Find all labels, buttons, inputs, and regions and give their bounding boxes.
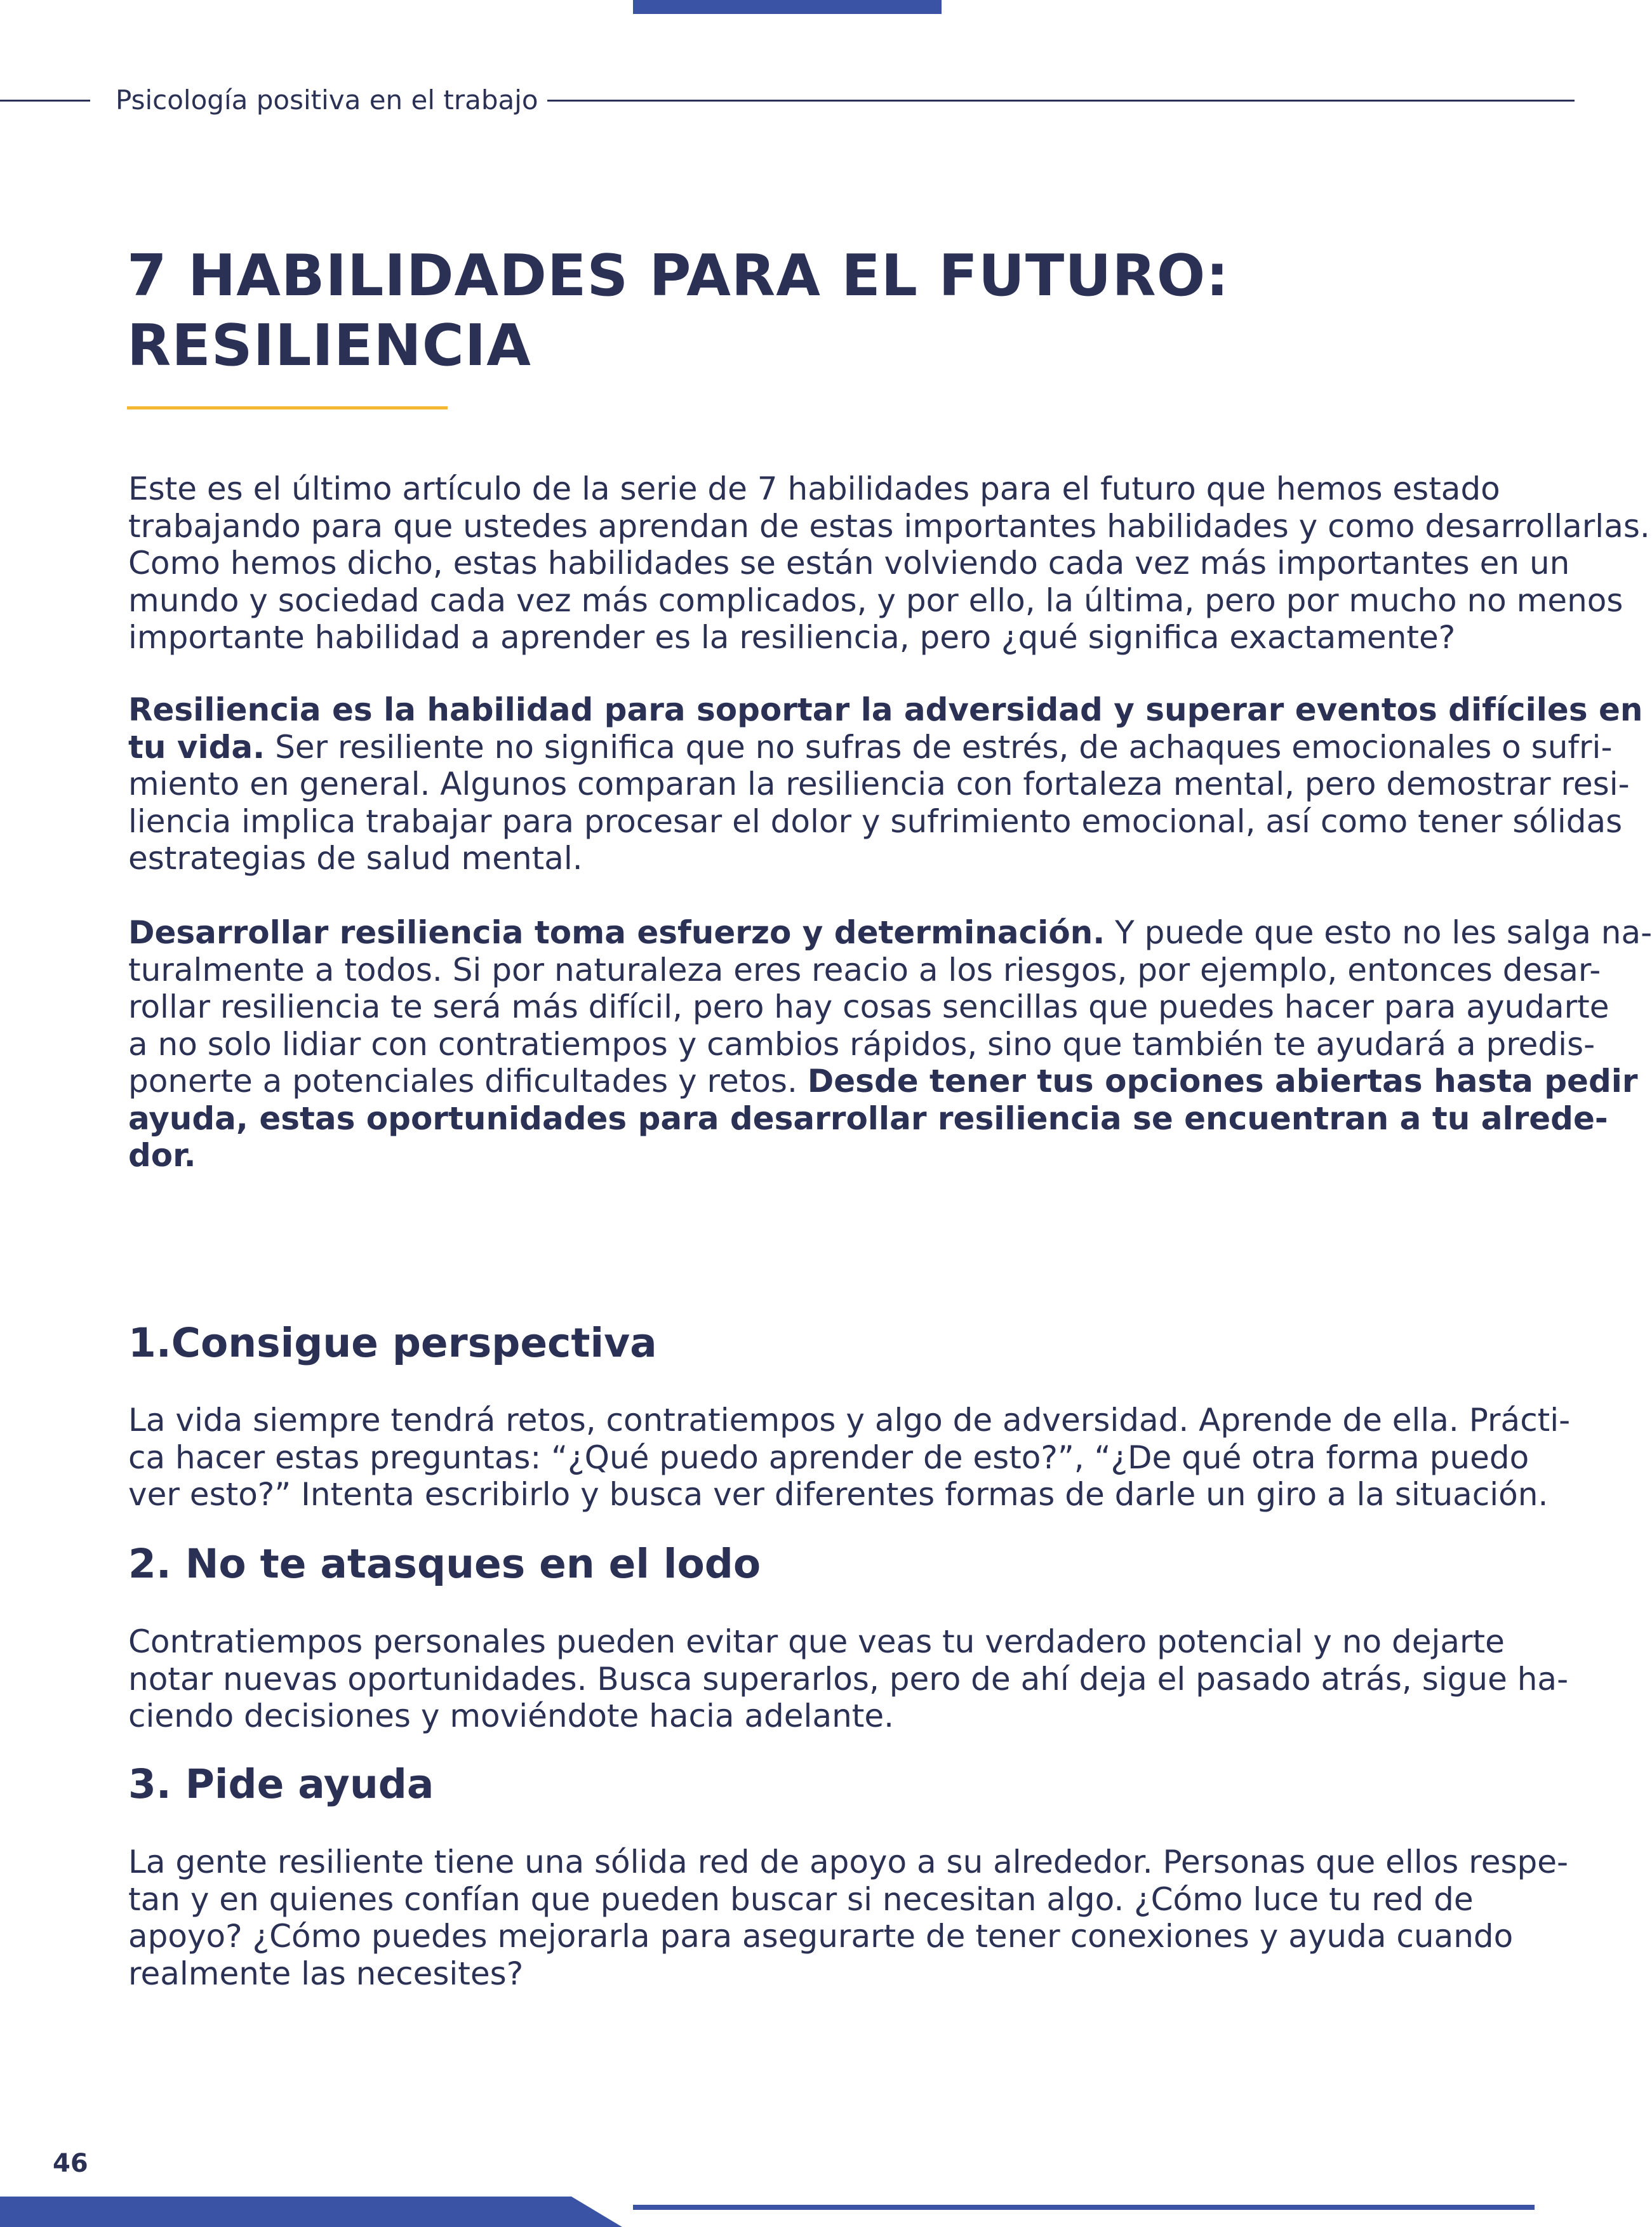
title-underline [127,406,448,409]
bold-text: Desde tener tus opciones abiertas hasta pedir [807,1063,1638,1100]
develop-resilience-paragraph [128,914,1652,1174]
text-line: Este es el último artículo de la serie de 7 habilidades para el futuro que hemos estado [128,470,1500,507]
bold-text: Desarrollar resiliencia toma esfuerzo y determinación. [128,914,1105,951]
text-line: estrategias de salud mental. [128,840,583,877]
text-line: ciendo decisiones y moviéndote hacia adelante. [128,1698,895,1734]
text-line [128,691,1643,729]
text-line [128,1137,1497,1174]
text-line: importante habilidad a aprender es la resiliencia, pero ¿qué significa exactamente? [128,619,1456,656]
text-line: ver esto?” Intenta escribirlo y busca ver diferentes formas de darle un giro a la situación. [128,1476,1549,1513]
text-line: Contratiempos personales pueden evitar que veas tu verdadero potencial y no dejarte [128,1623,1505,1660]
text-line: La gente resiliente tiene una sólida red de apoyo a su alrededor. Personas que ellos respe- [128,1844,1569,1880]
header-rule-right [547,100,1575,102]
section-1-body [128,1402,1571,1513]
text-line [128,1063,1638,1100]
bold-text: Resiliencia es la habilidad para soportar la adversidad y superar eventos difíciles en [128,691,1643,728]
text-line: a no solo lidiar con contratiempos y cambios rápidos, sino que también te ayudará a predis- [128,1025,1595,1063]
section-3-body [128,1844,1569,1992]
bold-text: ayuda, estas oportunidades para desarrollar resiliencia se encuentran a tu alrede- [128,1100,1608,1137]
resilience-definition-paragraph [128,691,1643,877]
text-line: ca hacer estas preguntas: “¿Qué puedo aprender de esto?”, “¿De qué otra forma puedo [128,1439,1529,1476]
page-title [127,241,1229,381]
intro-paragraph [128,470,1650,656]
footer-rule [633,2205,1535,2210]
text-line: mundo y sociedad cada vez más complicados, y por ello, la última, pero por mucho no menos [128,582,1623,619]
section-2-body [128,1623,1569,1735]
body-text: Ser resiliente no significa que no sufras de estrés, de achaques emocionales o sufri- [265,728,1613,766]
bold-text: dor. [128,1137,196,1174]
text-line [128,728,1613,766]
text-line [128,1100,1608,1138]
section-heading-2: 2. No te atasques en el lodo [128,1541,761,1587]
text-line: trabajando para que ustedes aprendan de estas importantes habilidades y como desarrollarlas. [128,507,1650,545]
page-title-line-2: RESILIENCIA [127,312,531,379]
footer-band [0,2197,622,2227]
text-line: apoyo? ¿Cómo puedes mejorarla para asegurarte de tener conexiones y ayuda cuando [128,1918,1514,1955]
top-accent-bar [633,0,942,14]
body-text: ponerte a potenciales dificultades y retos. [128,1063,808,1100]
page-number: 46 [53,2149,88,2178]
text-line: turalmente a todos. Si por naturaleza eres reacio a los riesgos, por ejemplo, entonces desar- [128,951,1601,988]
text-line: tan y en quienes confían que pueden buscar si necesitan algo. ¿Cómo luce tu red de [128,1880,1474,1918]
section-heading-3: 3. Pide ayuda [128,1761,434,1807]
text-line [128,914,1652,952]
section-heading-1: 1.Consigue perspectiva [128,1320,657,1366]
text-line: realmente las necesites? [128,1955,524,1992]
text-line: liencia implica trabajar para procesar el dolor y sufrimiento emocional, así como tener sólidas [128,802,1623,840]
text-line: miento en general. Algunos comparan la resiliencia con fortaleza mental, pero demostrar resi- [128,766,1630,802]
text-line: rollar resiliencia te será más difícil, pero hay cosas sencillas que puedes hacer para ayudarte [128,988,1609,1025]
body-text: Y puede que esto no les salga na- [1105,914,1652,951]
text-line: Como hemos dicho, estas habilidades se están volviendo cada vez más importantes en un [128,545,1570,582]
header-rule-left [0,100,90,102]
text-line: La vida siempre tendrá retos, contratiempos y algo de adversidad. Aprende de ella. Prácti- [128,1402,1571,1439]
bold-text: tu vida. [128,728,265,766]
running-head: Psicología positiva en el trabajo [116,84,538,116]
text-line: notar nuevas oportunidades. Busca superarlos, pero de ahí deja el pasado atrás, sigue ha- [128,1660,1569,1698]
page-title-line-1: 7 HABILIDADES PARA EL FUTURO: [127,243,1230,309]
